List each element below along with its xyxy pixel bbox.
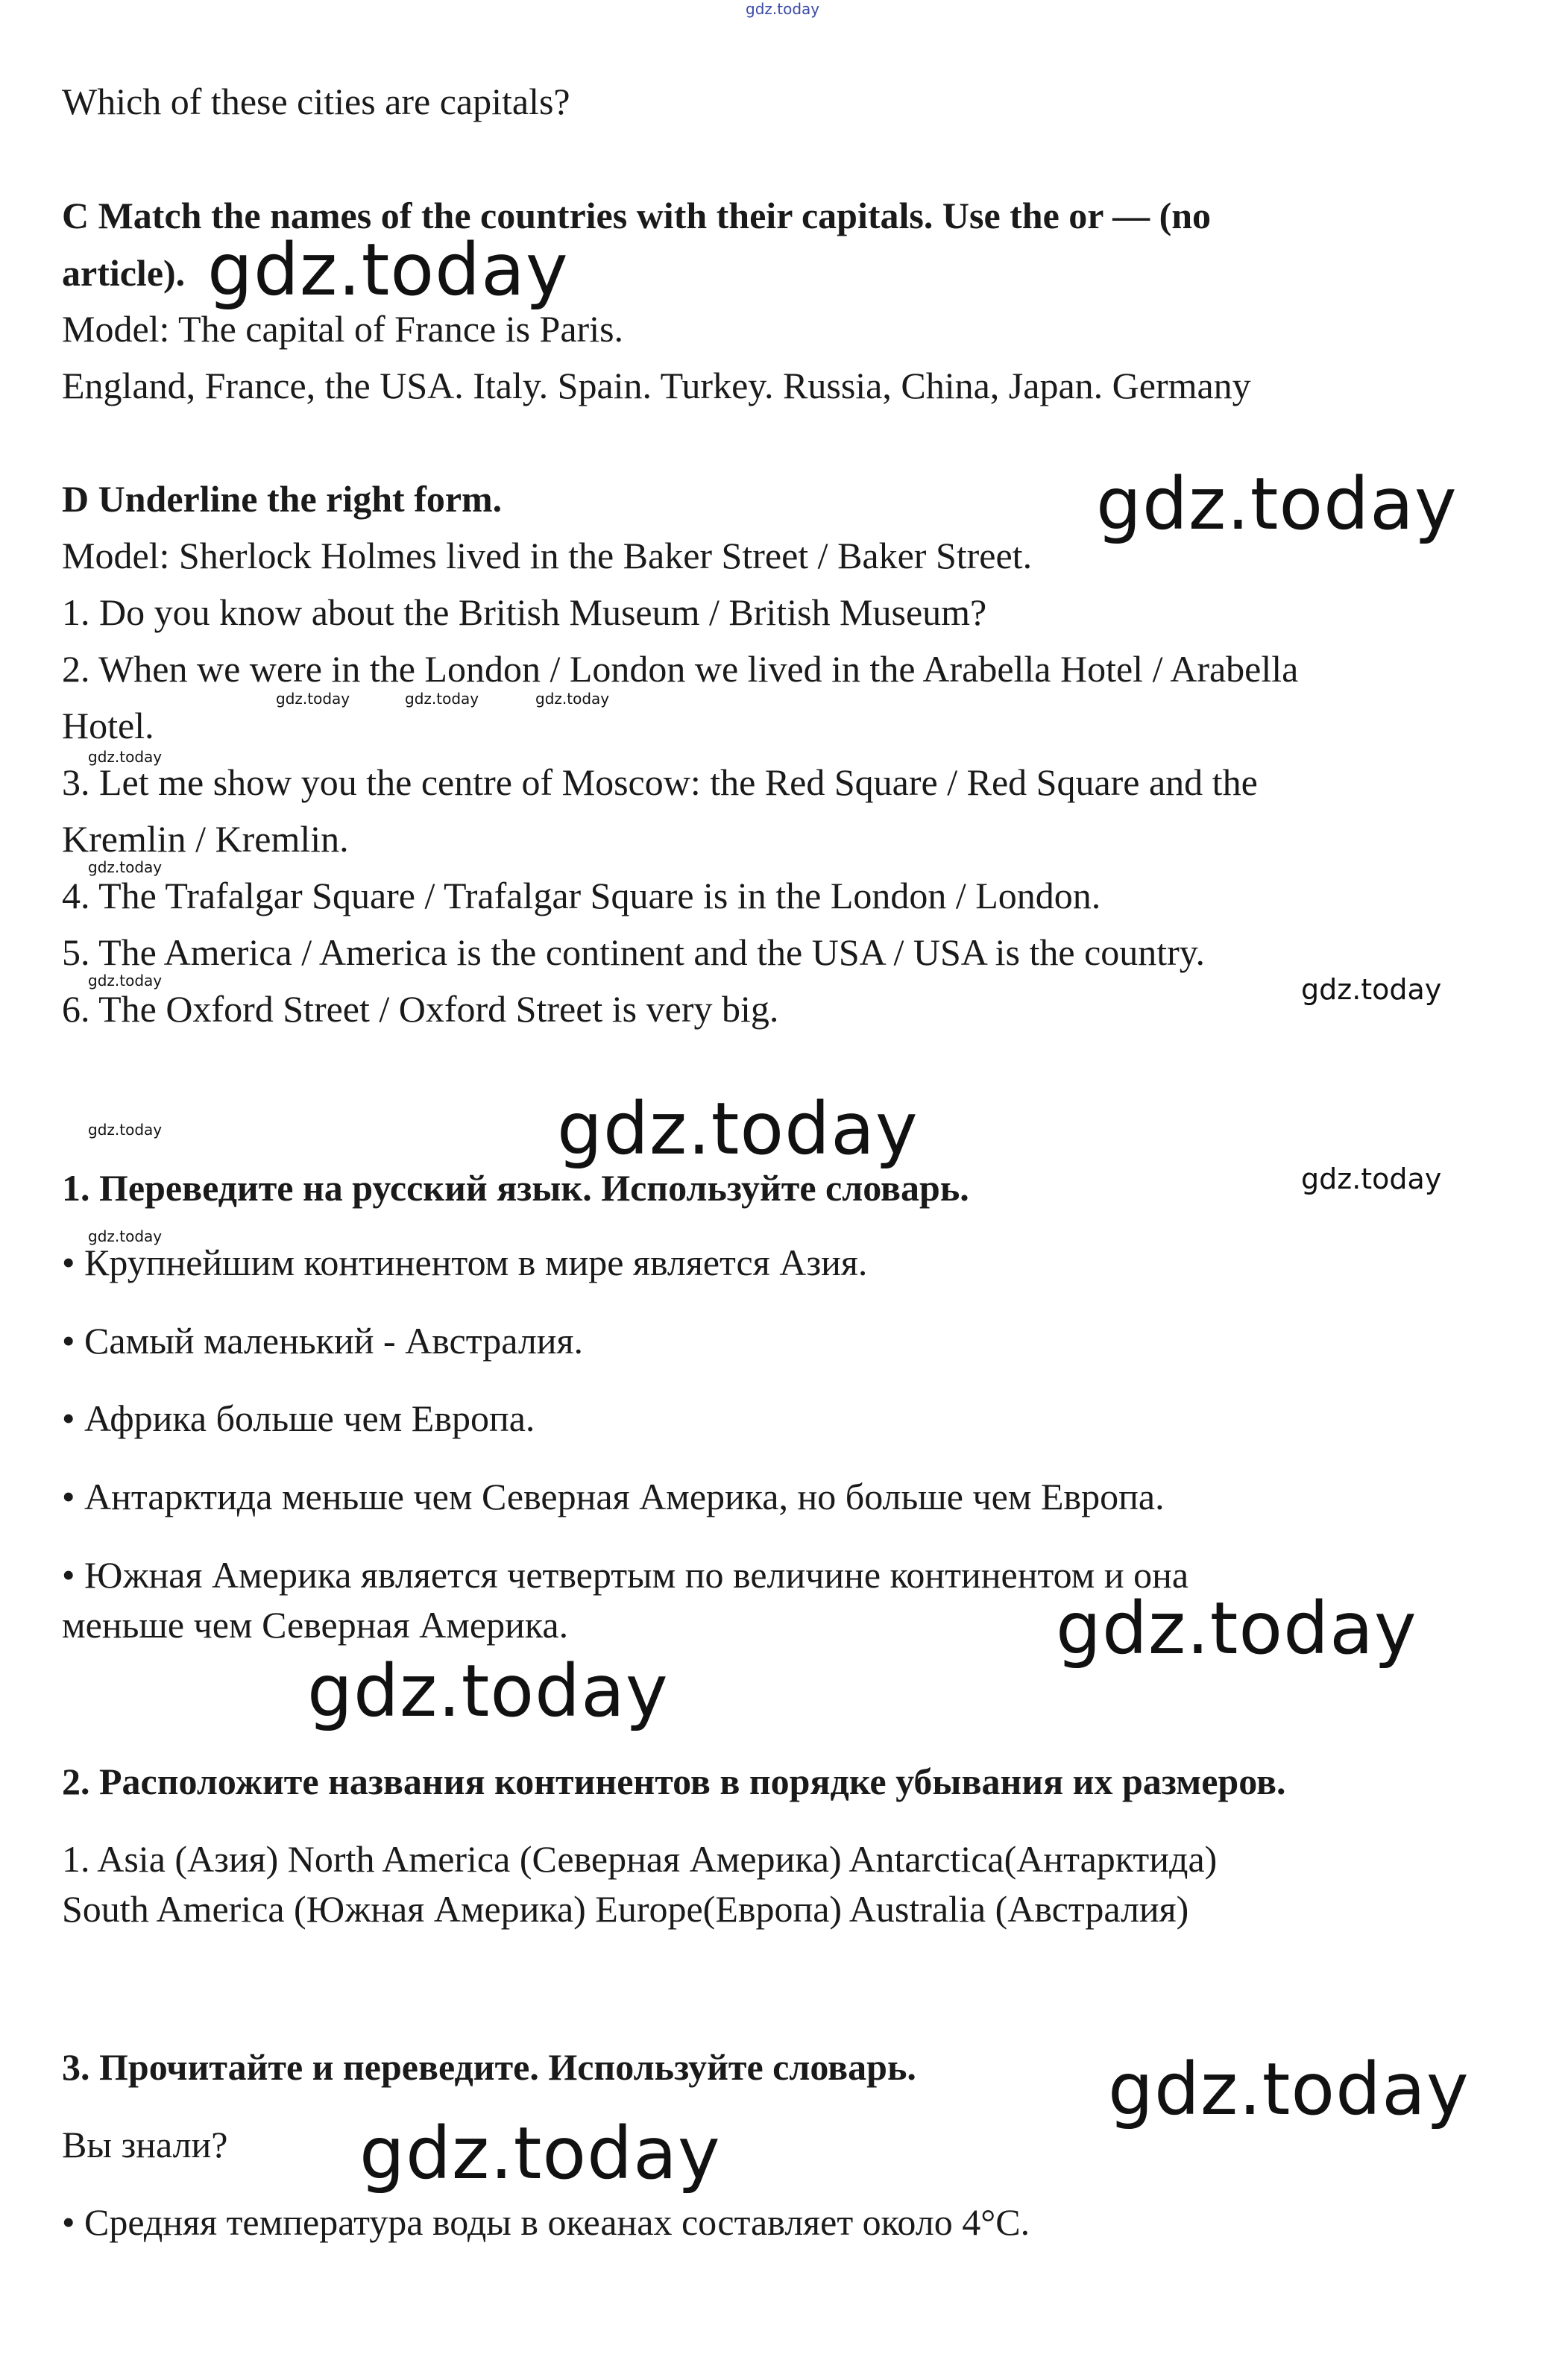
section-c-heading-cont: article).: [62, 252, 186, 294]
watermark-text: gdz.today: [88, 972, 163, 990]
section-d-item: 6. The Oxford Street / Oxford Street is very big.: [62, 988, 779, 1030]
task-2-answer: 1. Asia (Азия) North America (Северная Америка) Antarctica(Антарктида): [62, 1838, 1218, 1880]
watermark-text: gdz.today: [1301, 1163, 1442, 1195]
task-2-heading: 2. Расположите названия континентов в порядке убывания их размеров.: [62, 1761, 1286, 1802]
section-d-item: Hotel.: [62, 705, 154, 746]
section-d-item: 2. When we were in the London / London we lived in the Arabella Hotel / Arabella: [62, 648, 1299, 690]
watermark-text: gdz.today: [535, 690, 610, 708]
task-1-bullet: • Африка больше чем Европа.: [62, 1397, 535, 1439]
task-1-bullet: • Южная Америка является четвертым по величине континентом и она: [62, 1554, 1189, 1596]
intro-question: Which of these cities are capitals?: [62, 81, 570, 122]
watermark-text: gdz.today: [88, 1121, 163, 1139]
section-d-item: 1. Do you know about the British Museum / British Museum?: [62, 591, 987, 633]
task-1-bullet-cont: меньше чем Северная Америка.: [62, 1604, 569, 1646]
task-2-answer-cont: South America (Южная Америка) Europe(Европа) Australia (Австралия): [62, 1888, 1189, 1930]
watermark-text: gdz.today: [88, 858, 163, 876]
watermark-text: gdz.today: [359, 2112, 721, 2195]
task-1-heading: 1. Переведите на русский язык. Используйте словарь.: [62, 1167, 969, 1209]
section-d-model: Model: Sherlock Holmes lived in the Baker Street / Baker Street.: [62, 535, 1033, 576]
section-c-countries: England, France, the USA. Italy. Spain. Turkey. Russia, China, Japan. Germany: [62, 365, 1251, 406]
task-1-bullet: • Антарктида меньше чем Северная Америка, но больше чем Европа.: [62, 1476, 1165, 1517]
section-d-heading: D Underline the right form.: [62, 478, 503, 520]
task-3-subheading: Вы знали?: [62, 2124, 228, 2165]
watermark-text: gdz.today: [1096, 462, 1458, 546]
section-d-item: 4. The Trafalgar Square / Trafalgar Square is in the London / London.: [62, 875, 1101, 916]
watermark-text: gdz.today: [405, 690, 479, 708]
section-d-item: Kremlin / Kremlin.: [62, 818, 349, 860]
section-c-model: Model: The capital of France is Paris.: [62, 308, 624, 350]
watermark-text: gdz.today: [557, 1087, 919, 1171]
task-3-heading: 3. Прочитайте и переведите. Используйте словарь.: [62, 2046, 916, 2088]
section-c-heading: C Match the names of the countries with their capitals. Use the or — (no: [62, 195, 1212, 236]
watermark-text: gdz.today: [1056, 1587, 1417, 1670]
watermark-text: gdz.today: [1301, 973, 1442, 1006]
task-3-bullet: • Средняя температура воды в океанах составляет около 4°C.: [62, 2201, 1030, 2243]
task-1-bullet: • Самый маленький - Австралия.: [62, 1320, 584, 1362]
task-1-bullet: • Крупнейшим континентом в мире является Азия.: [62, 1242, 868, 1283]
watermark-text: gdz.today: [1108, 2048, 1470, 2131]
watermark-text: gdz.today: [746, 0, 820, 18]
section-d-item: 3. Let me show you the centre of Moscow: the Red Square / Red Square and the: [62, 761, 1258, 803]
watermark-text: gdz.today: [88, 1227, 163, 1245]
watermark-text: gdz.today: [207, 228, 569, 312]
watermark-text: gdz.today: [276, 690, 350, 708]
watermark-text: gdz.today: [307, 1649, 669, 1733]
section-d-item: 5. The America / America is the continent and the USA / USA is the country.: [62, 931, 1206, 973]
watermark-text: gdz.today: [88, 748, 163, 766]
